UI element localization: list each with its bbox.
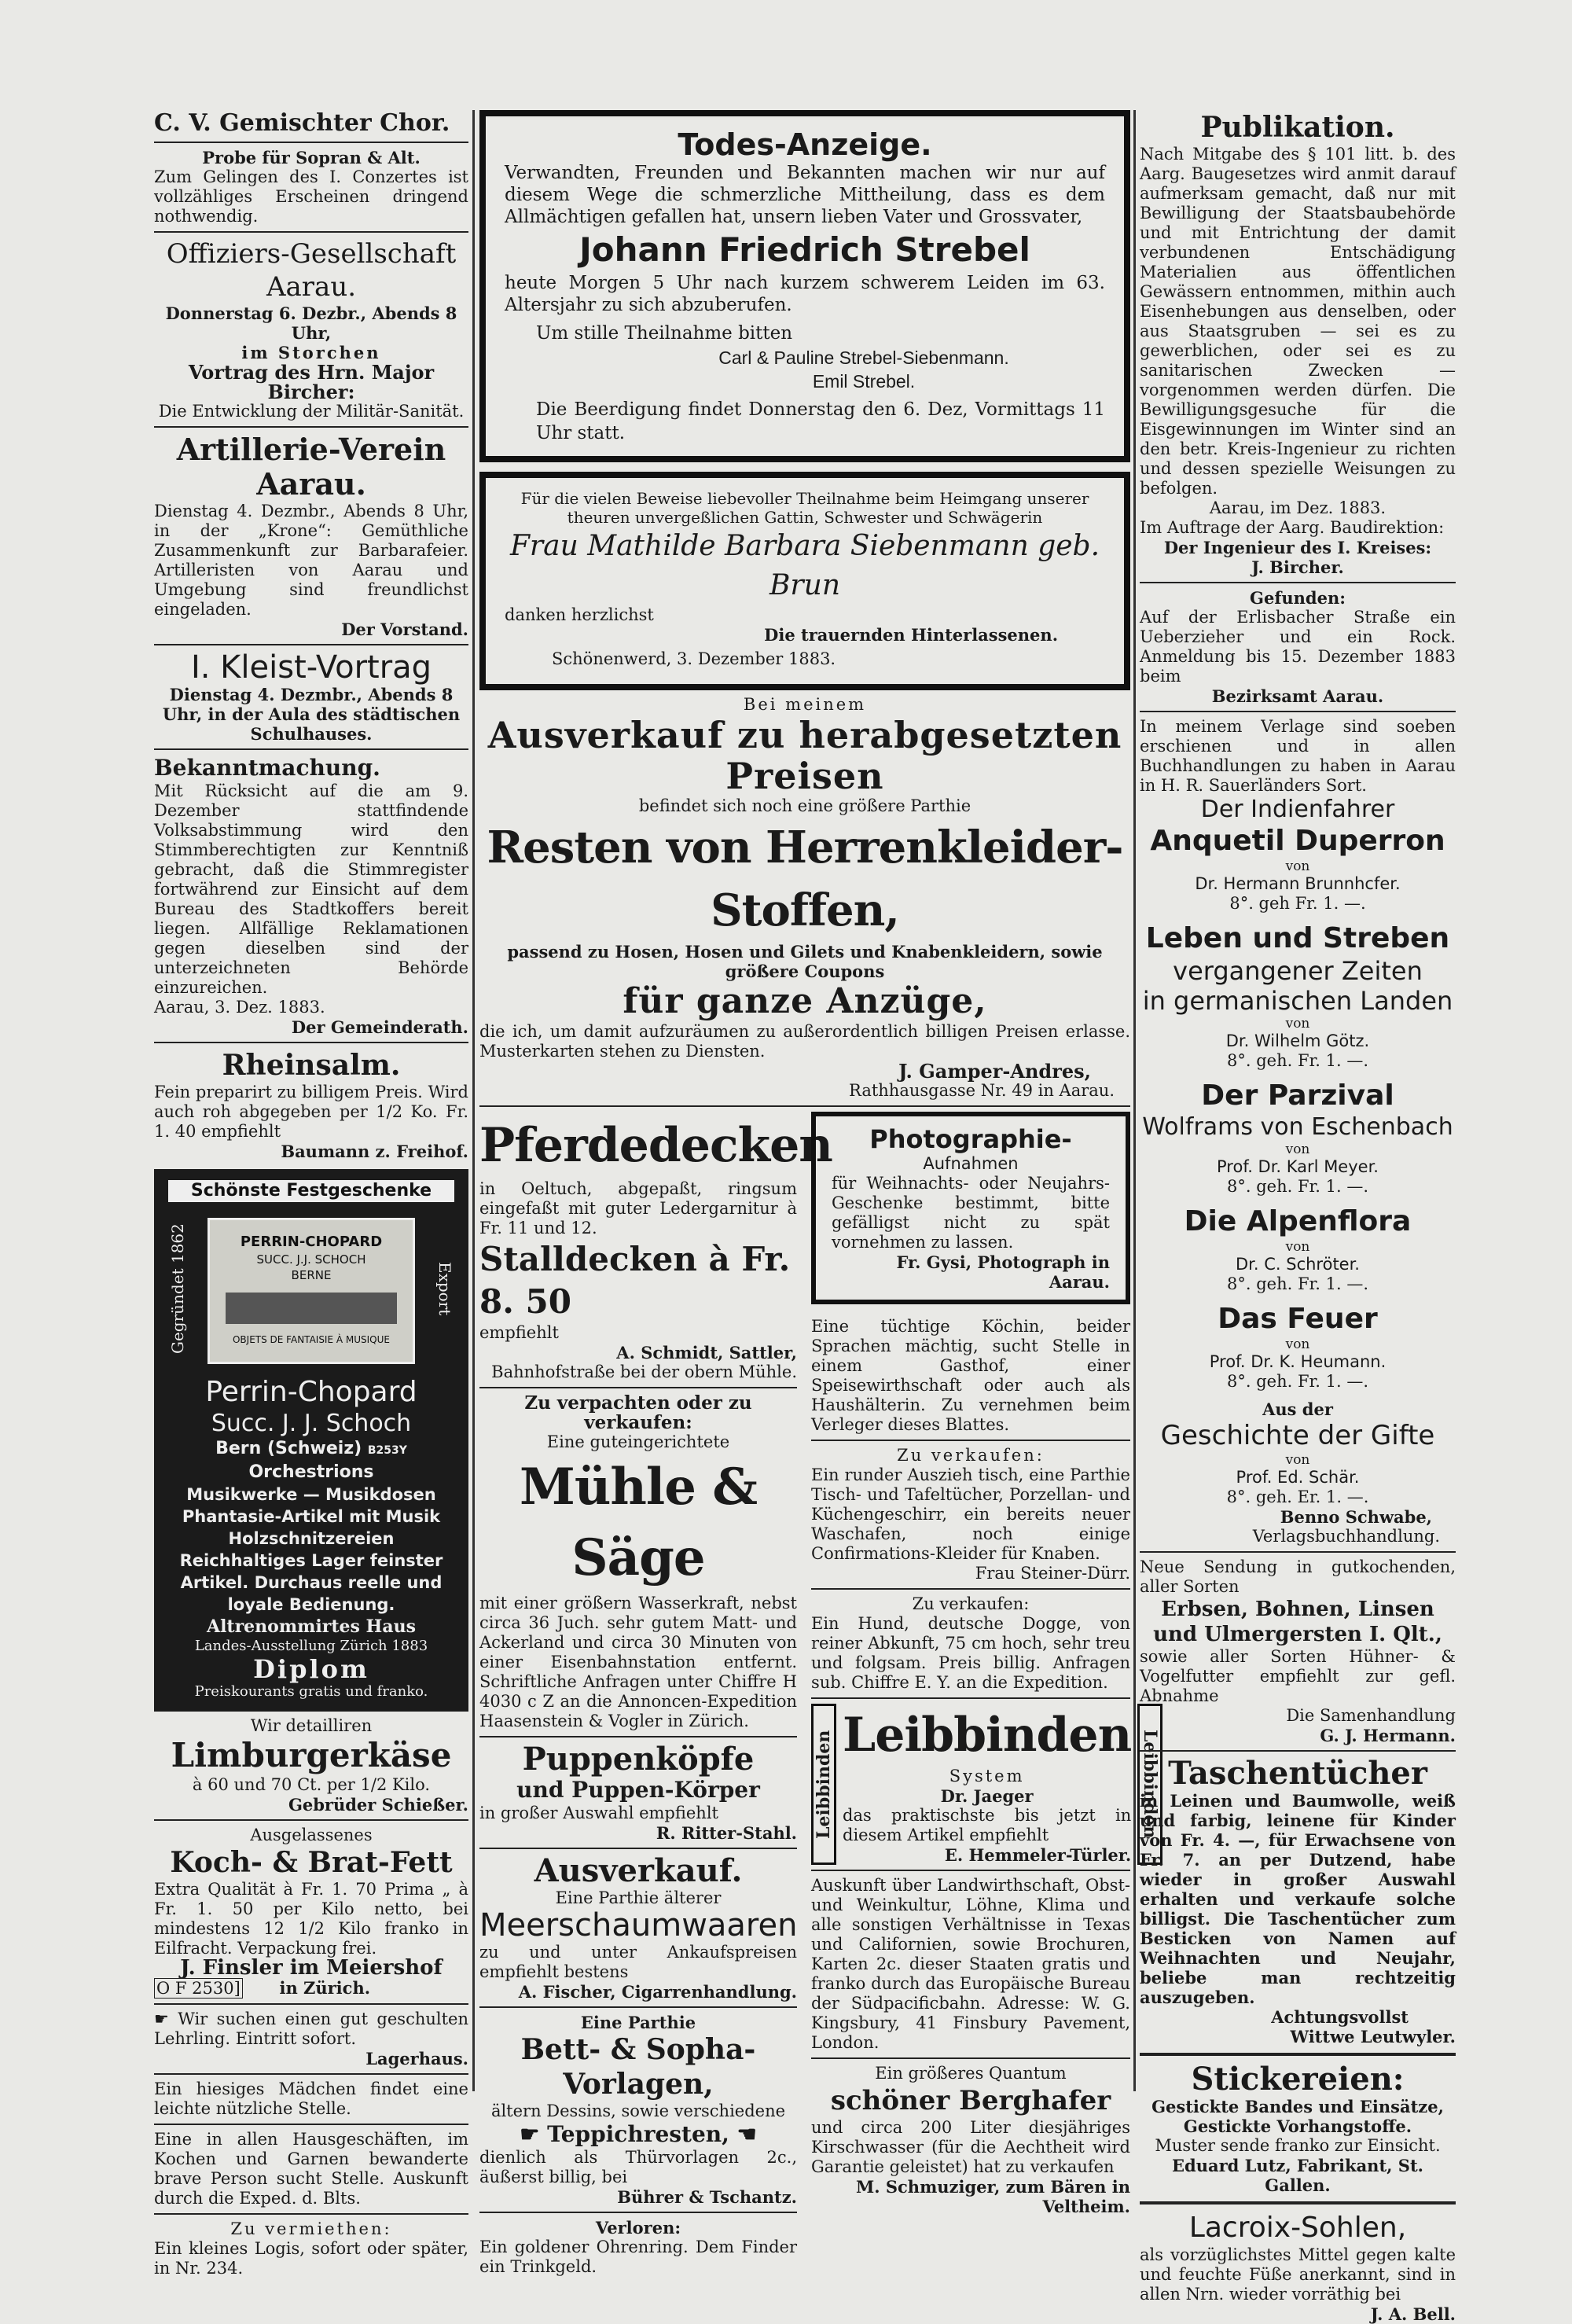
dank-verb: danken herzlichst [505, 605, 654, 624]
pointing-hand-icon: ☚ [729, 2121, 757, 2147]
lehr-sign: Lagerhaus. [365, 2049, 468, 2068]
verl-title: Verloren: [595, 2218, 681, 2238]
meer-title: Ausverkauf. [534, 1852, 743, 1889]
perrin-preis: Preiskourants gratis und franko. [194, 1683, 428, 1700]
stick-title: Stickereien: [1191, 2061, 1405, 2098]
todes-text1: Verwandten, Freunden und Bekannten machen wir nur auf diesem Wege die schmerzliche Mittheilung, dass es dem Allmächtigen gefallen hat, unsern lieben Vater und Grossvater, [505, 163, 1105, 227]
b4-price: 8°. geh. Fr. 1. —. [1227, 1274, 1368, 1293]
bett-sign: Bührer & Tschantz. [617, 2187, 797, 2207]
verm-text: Ein kleines Logis, sofort oder später, in Nr. 234. [154, 2239, 468, 2278]
perrin-side-left: Gegründet 1862 [168, 1223, 187, 1354]
photo-sign: Fr. Gysi, Photograph in Aarau. [896, 1252, 1110, 1292]
puppen-sign: R. Ritter-Stahl. [656, 1823, 797, 1843]
todes-anzeige-box [479, 110, 1130, 462]
art-text: Dienstag 4. Dezmbr., Abends 8 Uhr, in der „Krone“: Gemüthliche Zusammenkunft zur Barbarafeier. Artilleristen von Aarau und Umgebung sind freundlichst eingeladen. [154, 502, 468, 619]
tasch-sign: Wittwe Leutwyler. [1290, 2027, 1456, 2046]
ausv-text1: passend zu Hosen, Hosen und Gilets und Knabenkleidern, sowie größere Coupons [507, 942, 1103, 981]
divider [154, 644, 468, 645]
ausv-big2: für ganze Anzüge, [623, 981, 987, 1021]
column-center [479, 110, 1161, 2277]
perrin-altren: Altrenommirtes Haus [207, 1616, 416, 1637]
bek-title: Bekanntmachung. [154, 755, 380, 781]
berg-pre: Ein größeres Quantum [875, 2064, 1067, 2083]
lehr-text: Wir suchen einen gut geschulten Lehrling. Eintritt sofort. [154, 2010, 468, 2048]
koch-text: Extra Qualität à Fr. 1. 70 Prima „ à Fr. 1. 50 per Kilo netto, bei mindestens 12 1/2 Kilo franko in Eilfracht. Verpackung frei. [154, 1880, 468, 1958]
perrin-code: B253Y [367, 1444, 407, 1457]
b2-author: Dr. Wilhelm Götz. [1225, 1031, 1370, 1050]
koch-title: Koch- & Brat-Fett [170, 1846, 453, 1879]
pub-sign: J. Bircher. [1251, 557, 1344, 577]
bek-date: Aarau, 3. Dez. 1883. [154, 998, 325, 1017]
divider [1140, 2053, 1456, 2056]
ausk-text: Auskunft über Landwirthschaft, Obst- und Weinkultur, Löhne, Klima und alle sonstigen Verhältnisse in Texas und Californien, sowie Brochuren, Karten 2c. dieser Staaten gratis und franko durch das Europäische Bureau der Südpacificbahn. Adresse: W. G. Kingsbury, 41 Finsbury Pavement, London. [811, 1876, 1130, 2052]
bek-text: Mit Rücksicht auf die am 9. Dezember stattfindende Volksabstimmung wird den Stimmberechtigten zur Kenntniß gebracht, daß die Stimmregister fortwährend zur Einsicht auf dem Bureau des Stadtkoffers bereit liegen. Allfällige Reklamationen gegen dieselben sind der unterzeichneten Behörde einzureichen. [154, 781, 468, 997]
art-sign: Der Vorstand. [341, 620, 468, 639]
limb-title: Limburgerkäse [171, 1736, 452, 1774]
bett-title2: Teppichresten, [547, 2121, 729, 2147]
stick-text1: Gestickte Bandes und Einsätze, [1151, 2097, 1444, 2116]
dank-name: Frau Mathilde Barbara Siebenmann geb. Brun [509, 530, 1100, 601]
todes-sign1: Carl & Pauline Strebel-Siebenmann. [718, 347, 1009, 368]
koechin-text: Eine tüchtige Köchin, beider Sprachen mächtig, sucht Stelle in einem Gasthof, einer Speisewirthschaft oder auch als Haushälterin. Zu vernehmen beim Verleger dieses Blattes. [811, 1317, 1130, 1434]
dank-box [479, 472, 1130, 690]
b4-title: Die Alpenflora [1184, 1205, 1412, 1237]
todes-title: Todes-Anzeige. [678, 127, 932, 162]
erbs-sign2: G. J. Hermann. [1320, 1726, 1456, 1745]
bett-text1: ältern Dessins, sowie verschiedene [490, 2102, 786, 2120]
b-sign2: Verlagsbuchhandlung. [1252, 1527, 1440, 1546]
art-title: Artillerie-Verein Aarau. [176, 432, 446, 502]
kleist-text: Dienstag 4. Dezmbr., Abends 8 Uhr, in der Aula des städtischen Schulhauses. [162, 685, 461, 744]
perrin-succ: Succ. J. J. Schoch [211, 1410, 412, 1437]
ausv-big: Resten von Herrenkleider-Stoffen, [487, 822, 1123, 936]
pub-text: Nach Mitgabe des § 101 litt. b. des Aarg. Baugesetzes wird anmit darauf aufmerksam gemacht, daß nur mit Bewilligung der Staatsbaubehörde und mit Entrichtung der damit verbundenen Entschädigung Materialien aus öffentlichen Gewässern entnommen, mithin auch Eisenhebungen aus denselben, oder aus Staatsgruben — sei es zu gewerblichen, oder sei es zu sanitarischen Zwecken — vorgenommen werden dürfen. Die Bewilligungsgesuche für die Eisgewinnungen im Winter sind an den betr. Kreis-Ingenieur zu richten und dessen spezielle Weisungen zu befolgen. [1140, 145, 1456, 498]
pub-auftrag: Im Auftrage der Aarg. Baudirektion: [1140, 518, 1445, 537]
leib-side-left: Leibbinden [811, 1704, 836, 1865]
perrin-bern: Bern (Schweiz) [215, 1439, 362, 1458]
gef-sign: Bezirksamt Aarau. [1211, 686, 1384, 706]
ausv-text2: die ich, um damit aufzuräumen zu außerordentlich billigen Preisen erlasse. Musterkarten stehen zu Diensten. [479, 1022, 1130, 1061]
pub-title: Publikation. [1200, 111, 1395, 144]
pferd-text: in Oeltuch, abgepaßt, ringsum eingefaßt mit guter Ledergarnitur à Fr. 11 und 12. [479, 1179, 797, 1237]
leib-sign: E. Hemmeler-Türler. [944, 1845, 1132, 1865]
b3-title2: Wolframs von Eschenbach [1142, 1113, 1453, 1141]
rhein-sign: Baumann z. Freihof. [281, 1142, 468, 1161]
column-right [1140, 110, 1456, 2324]
maed-text: Ein hiesiges Mädchen findet eine leichte nützliche Stelle. [154, 2079, 468, 2118]
bett-title: Bett- & Sopha-Vorlagen, [520, 2033, 756, 2101]
column-left [154, 110, 468, 2278]
pferd-addr: Bahnhofstraße bei der obern Mühle. [491, 1362, 797, 1381]
b6-von: von [1285, 1452, 1310, 1468]
b6-pre: Aus der [1262, 1399, 1333, 1419]
offiz-line2: im Storchen [241, 343, 381, 362]
stick-sign: Eduard Lutz, Fabrikant, St. Gallen. [1172, 2156, 1423, 2195]
dank-place: Schönenwerd, 3. Dezember 1883. [552, 649, 836, 668]
bett-text2: dienlich als Thürvorlagen 2c., äußerst billig, bei [479, 2148, 797, 2186]
dank-text: Für die vielen Beweise liebevoller Theilnahme beim Heimgang unserer theuren unvergeßlichen Gattin, Schwester und Schwägerin [520, 489, 1089, 527]
perrin-head: Schönste Festgeschenke [168, 1180, 454, 1202]
ausv-sign: J. Gamper-Andres, [898, 1060, 1091, 1083]
b1-author: Dr. Hermann Brunnhcfer. [1195, 874, 1401, 893]
divider [154, 2003, 468, 2005]
b2-title2: vergangener Zeiten [1173, 956, 1423, 986]
bett-pre: Eine Parthie [580, 2013, 696, 2032]
koch-city: in Zürich. [279, 1978, 371, 1998]
divider [154, 1042, 468, 1043]
puppen-text: in großer Auswahl empfiehlt [479, 1804, 718, 1822]
gef-text: Auf der Erlisbacher Straße ein Ueberzieher und ein Rock. Anmeldung bis 15. Dezember 1883 beim [1140, 608, 1456, 686]
pub-date: Aarau, im Dez. 1883. [1209, 498, 1387, 517]
todes-sign2: Emil Strebel. [812, 371, 916, 392]
perrin-diplom: Diplom [253, 1654, 369, 1684]
perrin-box3: BERNE [291, 1268, 332, 1282]
b1-title2: Anquetil Duperron [1150, 825, 1445, 857]
b1-price: 8°. geh Fr. 1. —. [1229, 894, 1366, 913]
perrin-box1: PERRIN-CHOPARD [240, 1234, 383, 1250]
todes-name: Johann Friedrich Strebel [579, 230, 1030, 269]
divider [811, 1870, 1130, 1871]
limb-pre: Wir detailliren [250, 1716, 373, 1735]
kleist-title: I. Kleist-Vortrag [190, 649, 432, 686]
divider [811, 2057, 1130, 2059]
erbs-title: Erbsen, Bohnen, Linsen und Ulmergersten I. Qlt., [1153, 1598, 1442, 1646]
stick-text3: Muster sende franko zur Einsicht. [1155, 2136, 1441, 2155]
limb-text: à 60 und 70 Ct. per 1/2 Kilo. [192, 1775, 431, 1794]
todes-bitte: Um stille Theilnahme bitten [536, 323, 793, 344]
divider [479, 1387, 797, 1388]
pub-ing: Der Ingenieur des I. Kreises: [1163, 538, 1432, 557]
box-body-shape [226, 1293, 397, 1324]
erbs-text1: Neue Sendung in gutkochenden, aller Sorten [1140, 1557, 1456, 1596]
cv-text: Zum Gelingen des I. Conzertes ist vollzähliges Erscheinen dringend nothwendig. [154, 167, 468, 226]
pointing-hand-icon: ☛ [520, 2121, 548, 2147]
berg-sign: M. Schmuziger, zum Bären in Veltheim. [855, 2177, 1130, 2216]
b5-title: Das Feuer [1218, 1303, 1378, 1335]
meer-text: zu und unter Ankaufspreisen empfiehlt bestens [479, 1943, 797, 1981]
b-sign1: Benno Schwabe, [1280, 1507, 1432, 1527]
verk-text: Ein runder Auszieh tisch, eine Parthie Tisch- und Tafeltücher, Porzellan- und Küchengeschirr, ein bereits neuer Waschafen, noch einige Confirmations-Kleider für Knaben. [811, 1465, 1130, 1563]
puppen-title: Puppenköpfe [522, 1741, 755, 1778]
offiz-line4: Die Entwicklung der Militär-Sanität. [158, 402, 465, 421]
verk-title: Zu verkaufen: [897, 1446, 1045, 1465]
b3-price: 8°. geh. Fr. 1. —. [1227, 1177, 1368, 1196]
offiz-line3: Vortrag des Hrn. Major Bircher: [188, 361, 435, 403]
b6-title: Geschichte der Gifte [1160, 1420, 1435, 1451]
berg-text: und circa 200 Liter diesjähriges Kirschwasser (für die Aechtheit wird Garantie geleistet) hat zu verkaufen [811, 2118, 1130, 2176]
b2-title1: Leben und Streben [1145, 922, 1450, 954]
ausv-sub: befindet sich noch eine größere Parthie [638, 796, 971, 815]
hund-text: Ein Hund, deutsche Dogge, von reiner Abkunft, 75 cm hoch, sehr treu und folgsam. Preis billig. Anfragen sub. Chiffre E. Y. an die Expedition. [811, 1614, 1130, 1692]
divider [154, 426, 468, 428]
verk-sign: Frau Steiner-Dürr. [975, 1564, 1130, 1583]
rhein-text: Fein preparirt zu billigem Preis. Wird auch roh abgegeben per 1/2 Ko. Fr. 1. 40 empfiehlt [154, 1083, 468, 1141]
divider [1140, 582, 1456, 583]
haus-text: Eine in allen Hausgeschäften, im Kochen und Garnen bewanderte brave Person sucht Stelle. Auskunft durch die Exped. d. Blts. [154, 2130, 468, 2208]
b1-von: von [1285, 859, 1310, 874]
divider [154, 2124, 468, 2125]
verm-title: Zu vermiethen: [230, 2219, 392, 2238]
pferd-title: Pferdedecken [479, 1118, 832, 1173]
b6-price: 8°. geh. Er. 1. —. [1226, 1487, 1369, 1506]
b2-price: 8°. geh. Fr. 1. —. [1227, 1051, 1368, 1070]
leib-side-right: Leibbinden [1137, 1704, 1162, 1865]
koch-code: O F 2530] [154, 1978, 243, 1999]
tasch-text: in Leinen und Baumwolle, weiß und farbig, leinene für Kinder von Fr. 4. —, für Erwachsene von Fr. 7. an per Dutzend, habe wieder in großer Auswahl erhalten und verkaufe solche billigst. Die Taschentücher zum Besticken von Namen auf Weihnachten und Neujahr, beliebe man rechtzeitig auszugeben. [1140, 1791, 1456, 2007]
hund-title: Zu verkaufen: [912, 1594, 1030, 1613]
tasch-title: Taschentücher [1168, 1755, 1427, 1792]
photo-sub: Aufnahmen [923, 1154, 1019, 1173]
muehle-sub: Eine guteingerichtete [546, 1432, 730, 1451]
divider [479, 1736, 797, 1737]
tasch-acht: Achtungsvollst [1271, 2007, 1409, 2027]
center-subcol-right [811, 1112, 1161, 2277]
divider [154, 2213, 468, 2215]
perrin-name: Perrin-Chopard [205, 1376, 417, 1408]
divider [479, 2006, 797, 2008]
pferd-sign: A. Schmidt, Sattler, [616, 1343, 797, 1362]
pointing-hand-icon: ☛ [154, 2010, 178, 2028]
divider [154, 2073, 468, 2075]
divider [154, 231, 468, 233]
limb-sign: Gebrüder Schießer. [288, 1795, 468, 1815]
offiz-title: Offiziers-Gesellschaft Aarau. [166, 238, 457, 303]
verlag-text: In meinem Verlage sind soeben erschienen und in allen Buchhandlungen zu haben in Aarau in H. R. Sauerländers Sort. [1140, 717, 1456, 795]
b3-von: von [1285, 1142, 1310, 1157]
perrin-box4: OBJETS DE FANTAISIE À MUSIQUE [232, 1334, 390, 1345]
divider [154, 748, 468, 750]
muehle-text: mit einer größern Wasserkraft, nebst circa 36 Juch. sehr gutem Matt- und Ackerland und circa 30 Minuten von einer Eisenbahnstation entfernt. Schriftliche Anfragen unter Chiffre H 4030 c Z an die Annoncen-Expedition Haasenstein & Vogler in Zürich. [479, 1594, 797, 1730]
photo-title: Photographie- [869, 1124, 1072, 1154]
divider [479, 1848, 797, 1849]
divider [811, 1697, 1130, 1699]
b5-von: von [1285, 1337, 1310, 1352]
cv-line: Probe für Sopran & Alt. [202, 148, 421, 167]
divider [154, 1819, 468, 1821]
divider [1140, 1551, 1456, 1553]
divider [811, 1440, 1130, 1441]
ausv-addr: Rathhausgasse Nr. 49 in Aarau. [849, 1081, 1115, 1100]
photo-text: für Weihnachts- oder Neujahrs-Geschenke bestimmt, bitte gefälligst nicht zu spät vornehmen zu lassen. [832, 1174, 1110, 1252]
perrin-side-right: Export [435, 1261, 454, 1316]
music-box-icon [208, 1218, 415, 1364]
rhein-title: Rheinsalm. [222, 1049, 401, 1082]
divider [1140, 2201, 1456, 2204]
todes-text2: heute Morgen 5 Uhr nach kurzem schwerem Leiden im 63. Altersjahr zu sich abzuberufen. [505, 273, 1105, 315]
perrin-ad [154, 1169, 468, 1712]
b3-title1: Der Parzival [1201, 1079, 1394, 1112]
b4-von: von [1285, 1239, 1310, 1255]
lac-text: als vorzüglichstes Mittel gegen kalte und feuchte Füße anerkannt, sind in allen Nrn. wieder vorräthig bei [1140, 2245, 1456, 2304]
b5-price: 8°. geh. Fr. 1. —. [1227, 1372, 1368, 1391]
b6-author: Prof. Ed. Schär. [1236, 1468, 1360, 1487]
stick-text2: Gestickte Vorhangstoffe. [1183, 2116, 1412, 2136]
pferd-empf: empfiehlt [479, 1323, 559, 1342]
divider [479, 1105, 1130, 1107]
leib-text: das praktischste bis jetzt in diesem Artikel empfiehlt [843, 1806, 1132, 1844]
erbs-sign1: Die Samenhandlung [1286, 1706, 1456, 1725]
koch-pre: Ausgelassenes [250, 1826, 373, 1844]
gef-title: Gefunden: [1250, 588, 1346, 608]
dank-sign: Die trauernden Hinterlassenen. [764, 625, 1058, 645]
meer-big: Meerschaumwaaren [479, 1907, 798, 1943]
leib-sys: System [949, 1767, 1025, 1785]
offiz-line1: Donnerstag 6. Dezbr., Abends 8 Uhr, [165, 303, 457, 343]
muehle-title: Mühle & Säge [520, 1458, 757, 1587]
divider [1140, 711, 1456, 712]
verl-text: Ein goldener Ohrenring. Dem Finder ein Trinkgeld. [479, 2238, 797, 2276]
pferd-stall: Stalldecken à Fr. 8. 50 [479, 1240, 791, 1321]
perrin-orch: Orchestrions [248, 1462, 374, 1482]
perrin-landes: Landes-Ausstellung Zürich 1883 [194, 1638, 428, 1654]
puppen-sub: und Puppen-Körper [516, 1777, 760, 1803]
cv-title: C. V. Gemischter Chor. [154, 109, 450, 137]
leib-title: Leibbinden [843, 1708, 1132, 1763]
bek-sign: Der Gemeinderath. [291, 1017, 468, 1037]
perrin-box2: SUCC. J.J. SCHOCH [256, 1252, 366, 1267]
b3-author: Prof. Dr. Karl Meyer. [1217, 1157, 1379, 1176]
photo-box [811, 1112, 1130, 1304]
meer-sign: A. Fischer, Cigarrenhandlung. [518, 1982, 797, 2002]
ausv-pre: Bei meinem [743, 695, 867, 714]
todes-beerd: Die Beerdigung findet Donnerstag den 6. Dez, Vormittags 11 Uhr statt. [536, 399, 1105, 443]
koch-sign: J. Finsler im Meiershof [180, 1956, 443, 1980]
meer-sub: Eine Parthie älterer [555, 1888, 722, 1907]
b4-author: Dr. C. Schröter. [1236, 1255, 1360, 1274]
b1-title1: Der Indienfahrer [1200, 796, 1395, 823]
lac-sign: J. A. Bell. [1370, 2304, 1456, 2324]
column-rule-left [472, 110, 475, 2091]
erbs-text2: sowie aller Sorten Hühner- & Vogelfutter empfiehlt zur gefl. Abnahme [1140, 1647, 1456, 1705]
center-subcolumns [479, 1112, 1161, 2277]
leib-dr: Dr. Jaeger [940, 1786, 1034, 1806]
leib-ad [811, 1704, 1161, 1865]
b2-title3: in germanischen Landen [1142, 986, 1453, 1016]
b2-von: von [1285, 1016, 1310, 1031]
lac-title: Lacroix-Sohlen, [1188, 2212, 1407, 2244]
divider [479, 2212, 797, 2213]
divider [154, 142, 468, 143]
ausv-title: Ausverkauf zu herabgesetzten Preisen [487, 714, 1122, 797]
muehle-pre: Zu verpachten oder zu verkaufen: [524, 1392, 752, 1433]
perrin-music-box [168, 1210, 454, 1367]
perrin-items: Musikwerke — Musikdosen Phantasie-Artikel mit Musik Holzschnitzereien Reichhaltiges Lager feinster Artikel. Durchaus reelle und loyale Bedienung. [179, 1485, 443, 1614]
divider [811, 1588, 1130, 1590]
divider [1140, 1750, 1456, 1752]
berg-title: schöner Berghafer [830, 2085, 1111, 2116]
b5-author: Prof. Dr. K. Heumann. [1209, 1352, 1387, 1371]
